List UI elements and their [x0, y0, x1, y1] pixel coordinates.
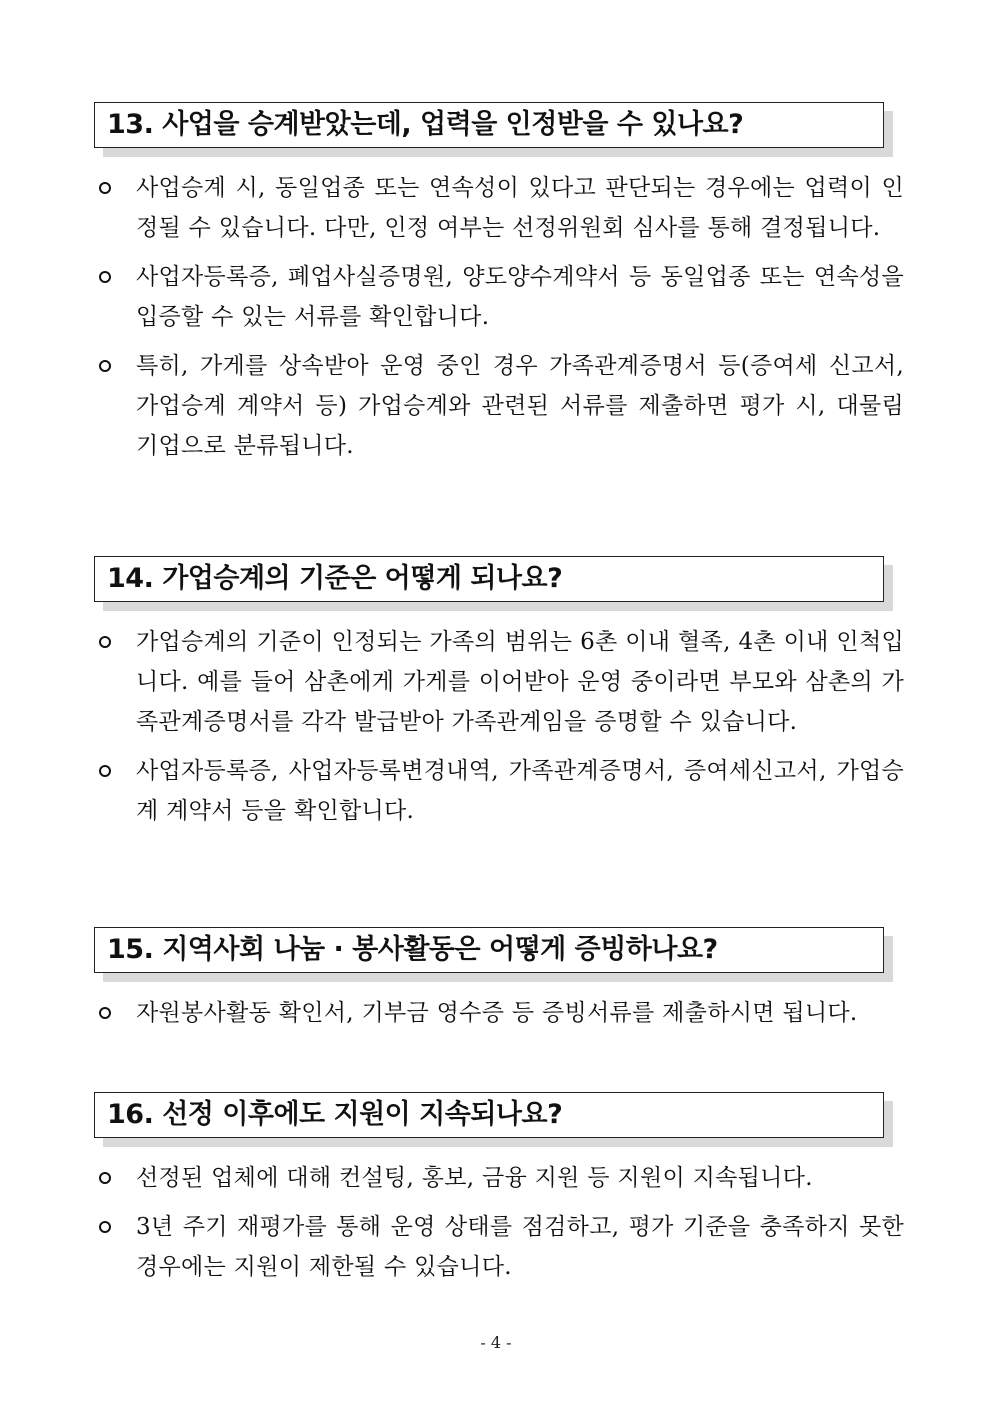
answer-item [94, 1207, 904, 1287]
answer-list [94, 622, 904, 831]
faq-section-13 [94, 102, 904, 475]
answer-text: 사업자등록증, 사업자등록변경내역, 가족관계증명서, 증여세신고서, 가업승계 계약서 등을 확인합니다. [136, 758, 904, 824]
answer-item [94, 622, 904, 742]
question-box [94, 927, 884, 973]
page-number: - 4 - [480, 1333, 512, 1352]
answer-text: 특히, 가게를 상속받아 운영 중인 경우 가족관계증명서 등(증여세 신고서, 가업승계 계약서 등) 가업승계와 관련된 서류를 제출하면 평가 시, 대물림 기업으로 분류됩니다. [136, 353, 904, 459]
answer-text: 가업승계의 기준이 인정되는 가족의 범위는 6촌 이내 혈족, 4촌 이내 인척입니다. 예를 들어 삼촌에게 가게를 이어받아 운영 중이라면 부모와 삼촌의 가족관계증명서를 각각 발급받아 가족관계임을 증명할 수 있습니다. [136, 629, 904, 735]
question-box [94, 556, 884, 602]
circle-bullet-icon [99, 1172, 111, 1184]
answer-text: 3년 주기 재평가를 통해 운영 상태를 점검하고, 평가 기준을 충족하지 못한 경우에는 지원이 제한될 수 있습니다. [136, 1214, 904, 1280]
faq-section-15 [94, 927, 904, 1042]
question-title: 13. 사업을 승계받았는데, 업력을 인정받을 수 있나요? [94, 102, 884, 148]
answer-text: 선정된 업체에 대해 컨설팅, 홍보, 금융 지원 등 지원이 지속됩니다. [136, 1165, 813, 1191]
faq-section-16 [94, 1092, 904, 1296]
answer-list [94, 1158, 904, 1287]
answer-list [94, 993, 904, 1033]
circle-bullet-icon [99, 1007, 111, 1019]
question-title: 15. 지역사회 나눔 · 봉사활동은 어떻게 증빙하나요? [94, 927, 884, 973]
circle-bullet-icon [99, 182, 111, 194]
answer-item [94, 993, 904, 1033]
question-box [94, 102, 884, 148]
answer-item [94, 1158, 904, 1198]
question-title: 14. 가업승계의 기준은 어떻게 되나요? [94, 556, 884, 602]
question-box [94, 1092, 884, 1138]
circle-bullet-icon [99, 636, 111, 648]
answer-item [94, 751, 904, 831]
circle-bullet-icon [99, 271, 111, 283]
question-title: 16. 선정 이후에도 지원이 지속되나요? [94, 1092, 884, 1138]
answer-item [94, 257, 904, 337]
answer-item [94, 168, 904, 248]
faq-section-14 [94, 556, 904, 840]
answer-text: 사업자등록증, 폐업사실증명원, 양도양수계약서 등 동일업종 또는 연속성을 입증할 수 있는 서류를 확인합니다. [136, 264, 904, 330]
circle-bullet-icon [99, 360, 111, 372]
answer-list [94, 168, 904, 466]
answer-text: 사업승계 시, 동일업종 또는 연속성이 있다고 판단되는 경우에는 업력이 인정될 수 있습니다. 다만, 인정 여부는 선정위원회 심사를 통해 결정됩니다. [136, 175, 904, 241]
circle-bullet-icon [99, 1221, 111, 1233]
answer-item [94, 346, 904, 466]
circle-bullet-icon [99, 765, 111, 777]
answer-text: 자원봉사활동 확인서, 기부금 영수증 등 증빙서류를 제출하시면 됩니다. [136, 1000, 858, 1026]
